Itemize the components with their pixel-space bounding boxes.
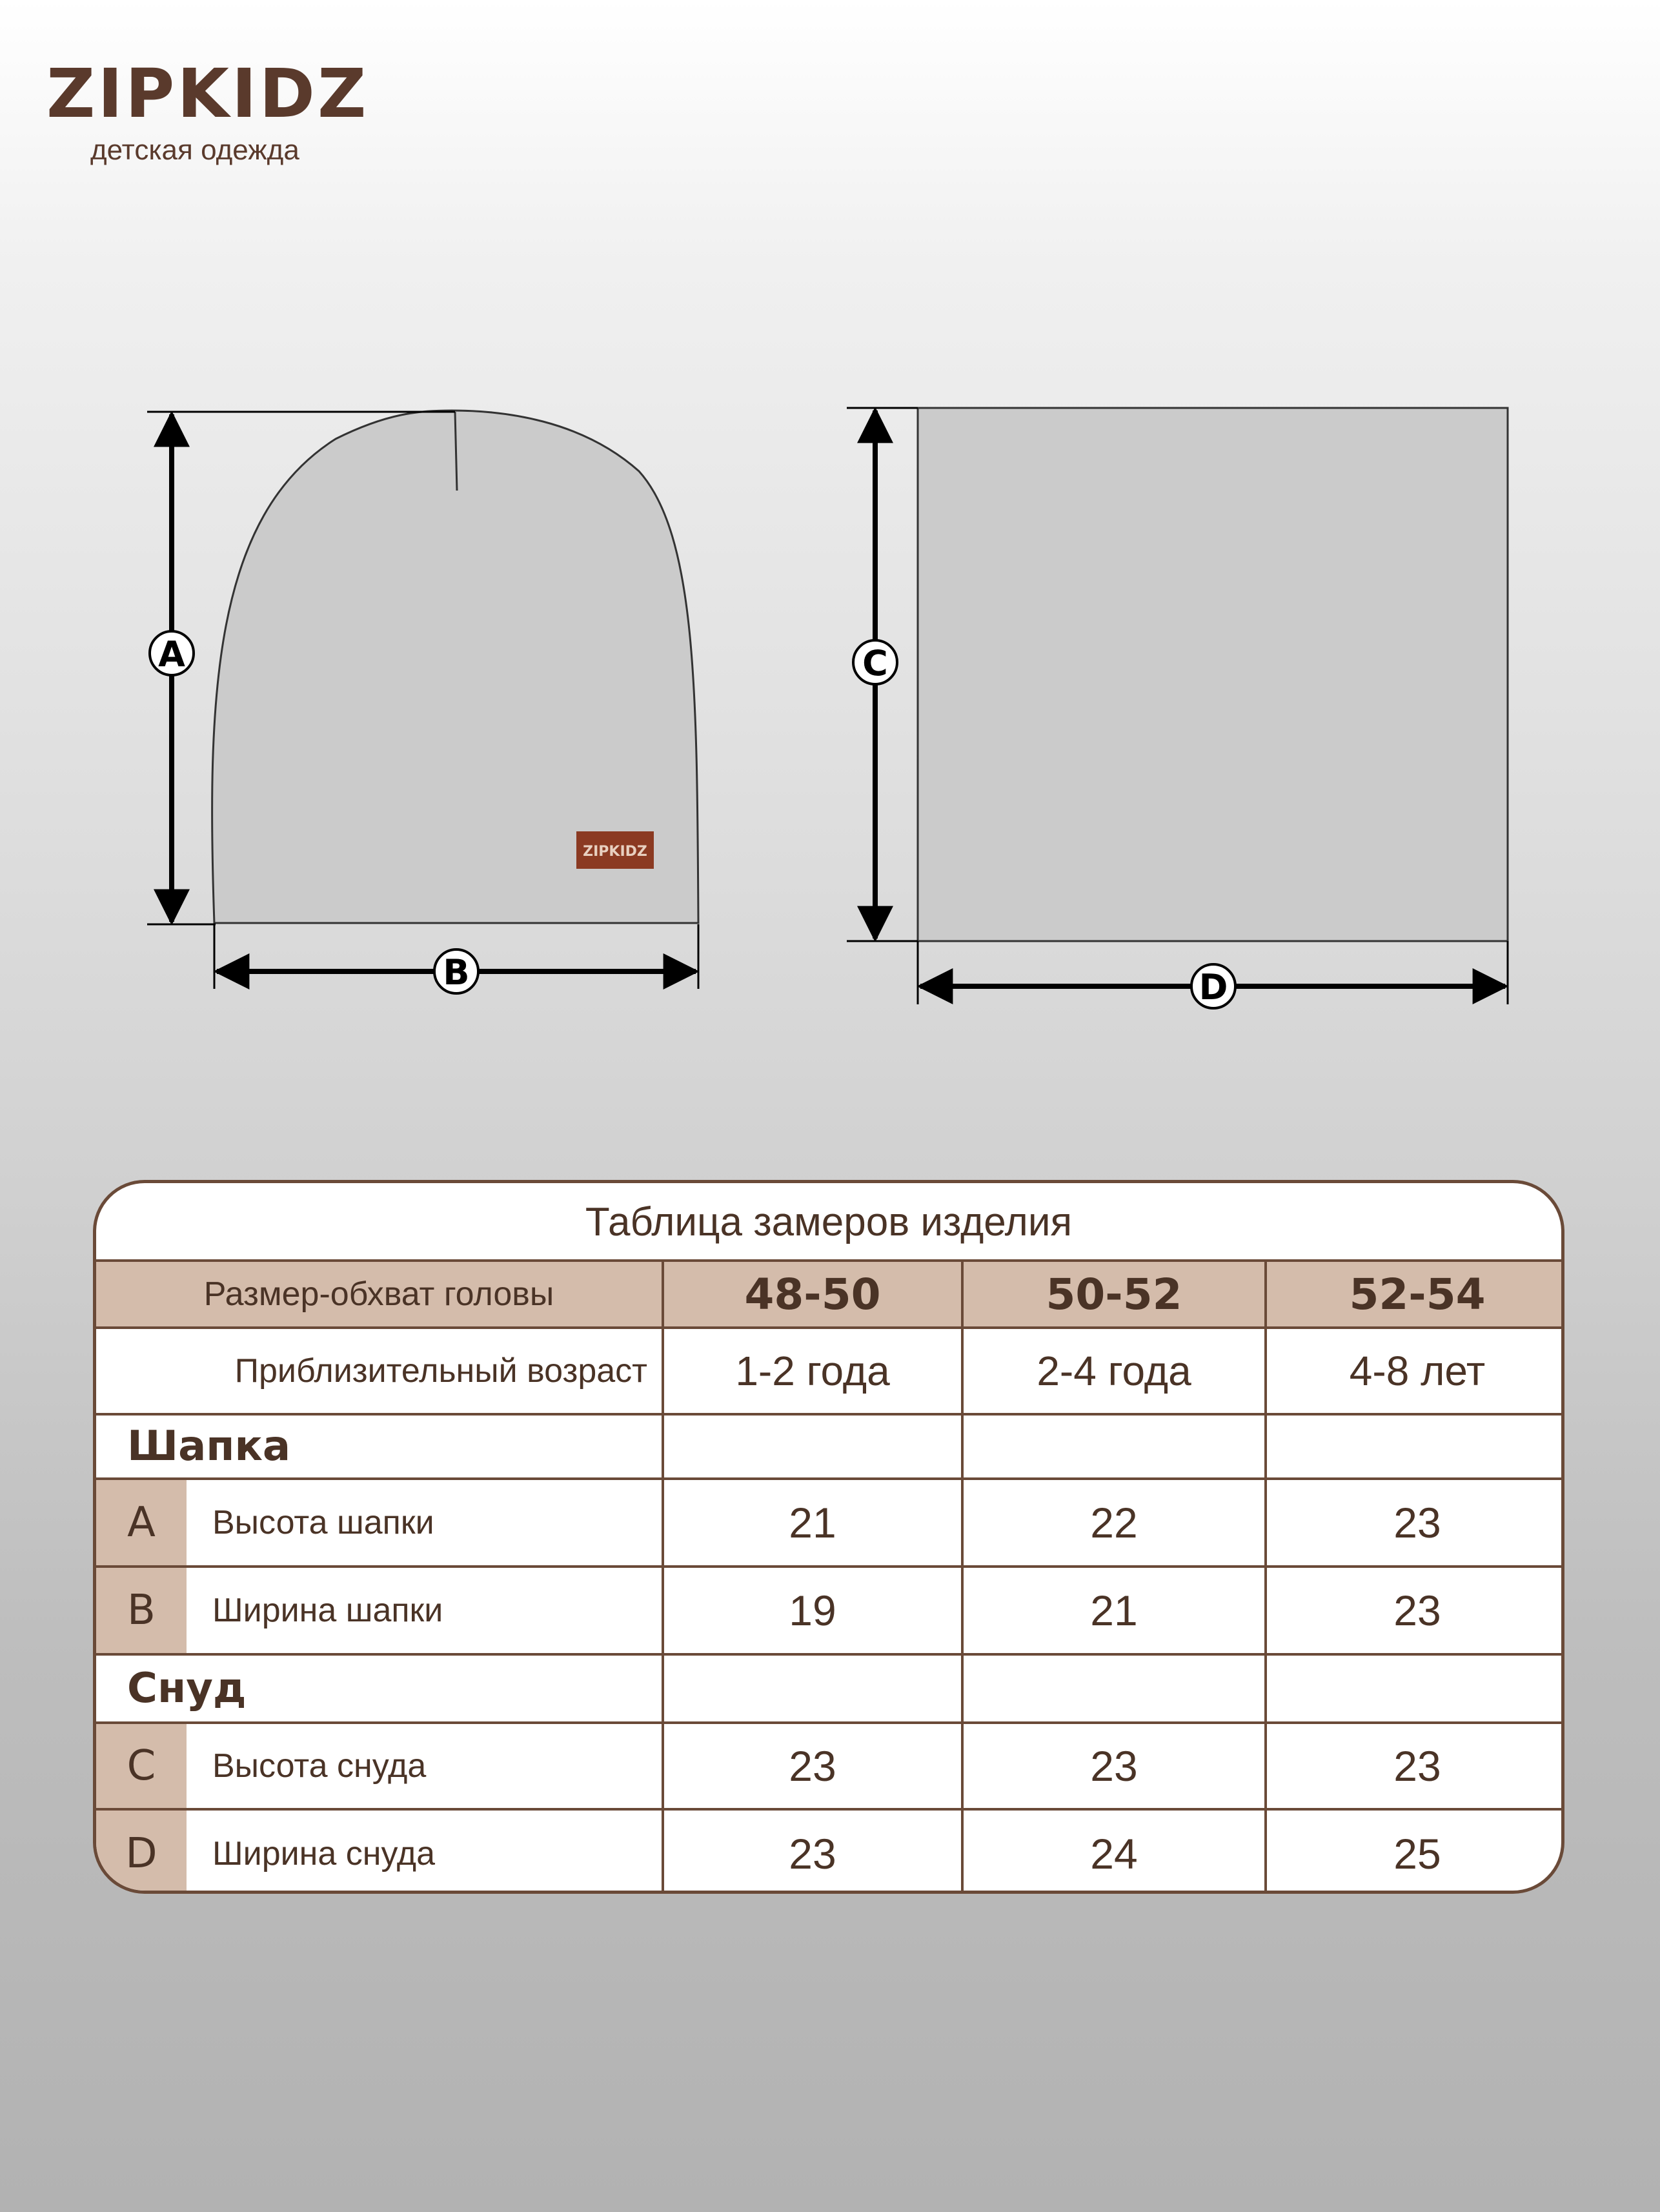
row-label-d: Ширина снуда	[212, 1835, 436, 1872]
value-d-0: 23	[662, 1811, 961, 1894]
row-key-d: D	[96, 1811, 187, 1894]
value-b-0: 19	[662, 1568, 961, 1653]
row-label-c: Высота снуда	[212, 1747, 427, 1785]
measurement-diagram	[0, 361, 1660, 1046]
empty-cell	[961, 1415, 1264, 1477]
table-row-b	[96, 1568, 1561, 1656]
value-a-0: 21	[662, 1480, 961, 1565]
table-row-a	[96, 1480, 1561, 1568]
value-d-2: 25	[1264, 1811, 1564, 1894]
value-a-1: 22	[961, 1480, 1264, 1565]
size-52-54: 52-54	[1264, 1262, 1564, 1326]
label-c: C	[862, 643, 888, 684]
row-key-b: B	[96, 1568, 187, 1653]
hat-patch-label: ZIPKIDZ	[583, 844, 647, 860]
row-key-a: A	[96, 1480, 187, 1565]
table-title: Таблица замеров изделия	[96, 1183, 1561, 1262]
section-hat-title: Шапка	[127, 1423, 291, 1470]
age-row	[96, 1329, 1561, 1415]
value-c-0: 23	[662, 1724, 961, 1808]
table-row-d	[96, 1811, 1561, 1894]
value-b-1: 21	[961, 1568, 1264, 1653]
size-row	[96, 1262, 1561, 1329]
empty-cell	[1264, 1415, 1564, 1477]
size-48-50: 48-50	[662, 1262, 961, 1326]
value-c-1: 23	[961, 1724, 1264, 1808]
age-label: Приблизительный возраст	[234, 1352, 647, 1390]
value-c-2: 23	[1264, 1724, 1564, 1808]
row-key-c: C	[96, 1724, 187, 1808]
empty-cell	[662, 1656, 961, 1721]
table-row-c	[96, 1724, 1561, 1811]
value-d-1: 24	[961, 1811, 1264, 1894]
empty-cell	[961, 1656, 1264, 1721]
section-hat-row	[96, 1415, 1561, 1480]
size-label: Размер-обхват головы	[203, 1275, 554, 1313]
value-b-2: 23	[1264, 1568, 1564, 1653]
row-label-a: Высота шапки	[212, 1504, 434, 1541]
label-d: D	[1199, 967, 1228, 1008]
brand-tagline: детская одежда	[90, 134, 299, 166]
size-table	[93, 1180, 1564, 1894]
age-0: 1-2 года	[662, 1329, 961, 1413]
section-snood-title: Снуд	[127, 1665, 247, 1712]
age-2: 4-8 лет	[1264, 1329, 1564, 1413]
label-a: A	[158, 634, 185, 675]
empty-cell	[1264, 1656, 1564, 1721]
age-1: 2-4 года	[961, 1329, 1264, 1413]
section-snood-row	[96, 1656, 1561, 1724]
brand-name: ZIPKIDZ	[46, 54, 369, 133]
snood-shape	[918, 408, 1508, 941]
value-a-2: 23	[1264, 1480, 1564, 1565]
size-50-52: 50-52	[961, 1262, 1264, 1326]
empty-cell	[662, 1415, 961, 1477]
row-label-b: Ширина шапки	[212, 1592, 443, 1629]
label-b: B	[443, 952, 470, 993]
